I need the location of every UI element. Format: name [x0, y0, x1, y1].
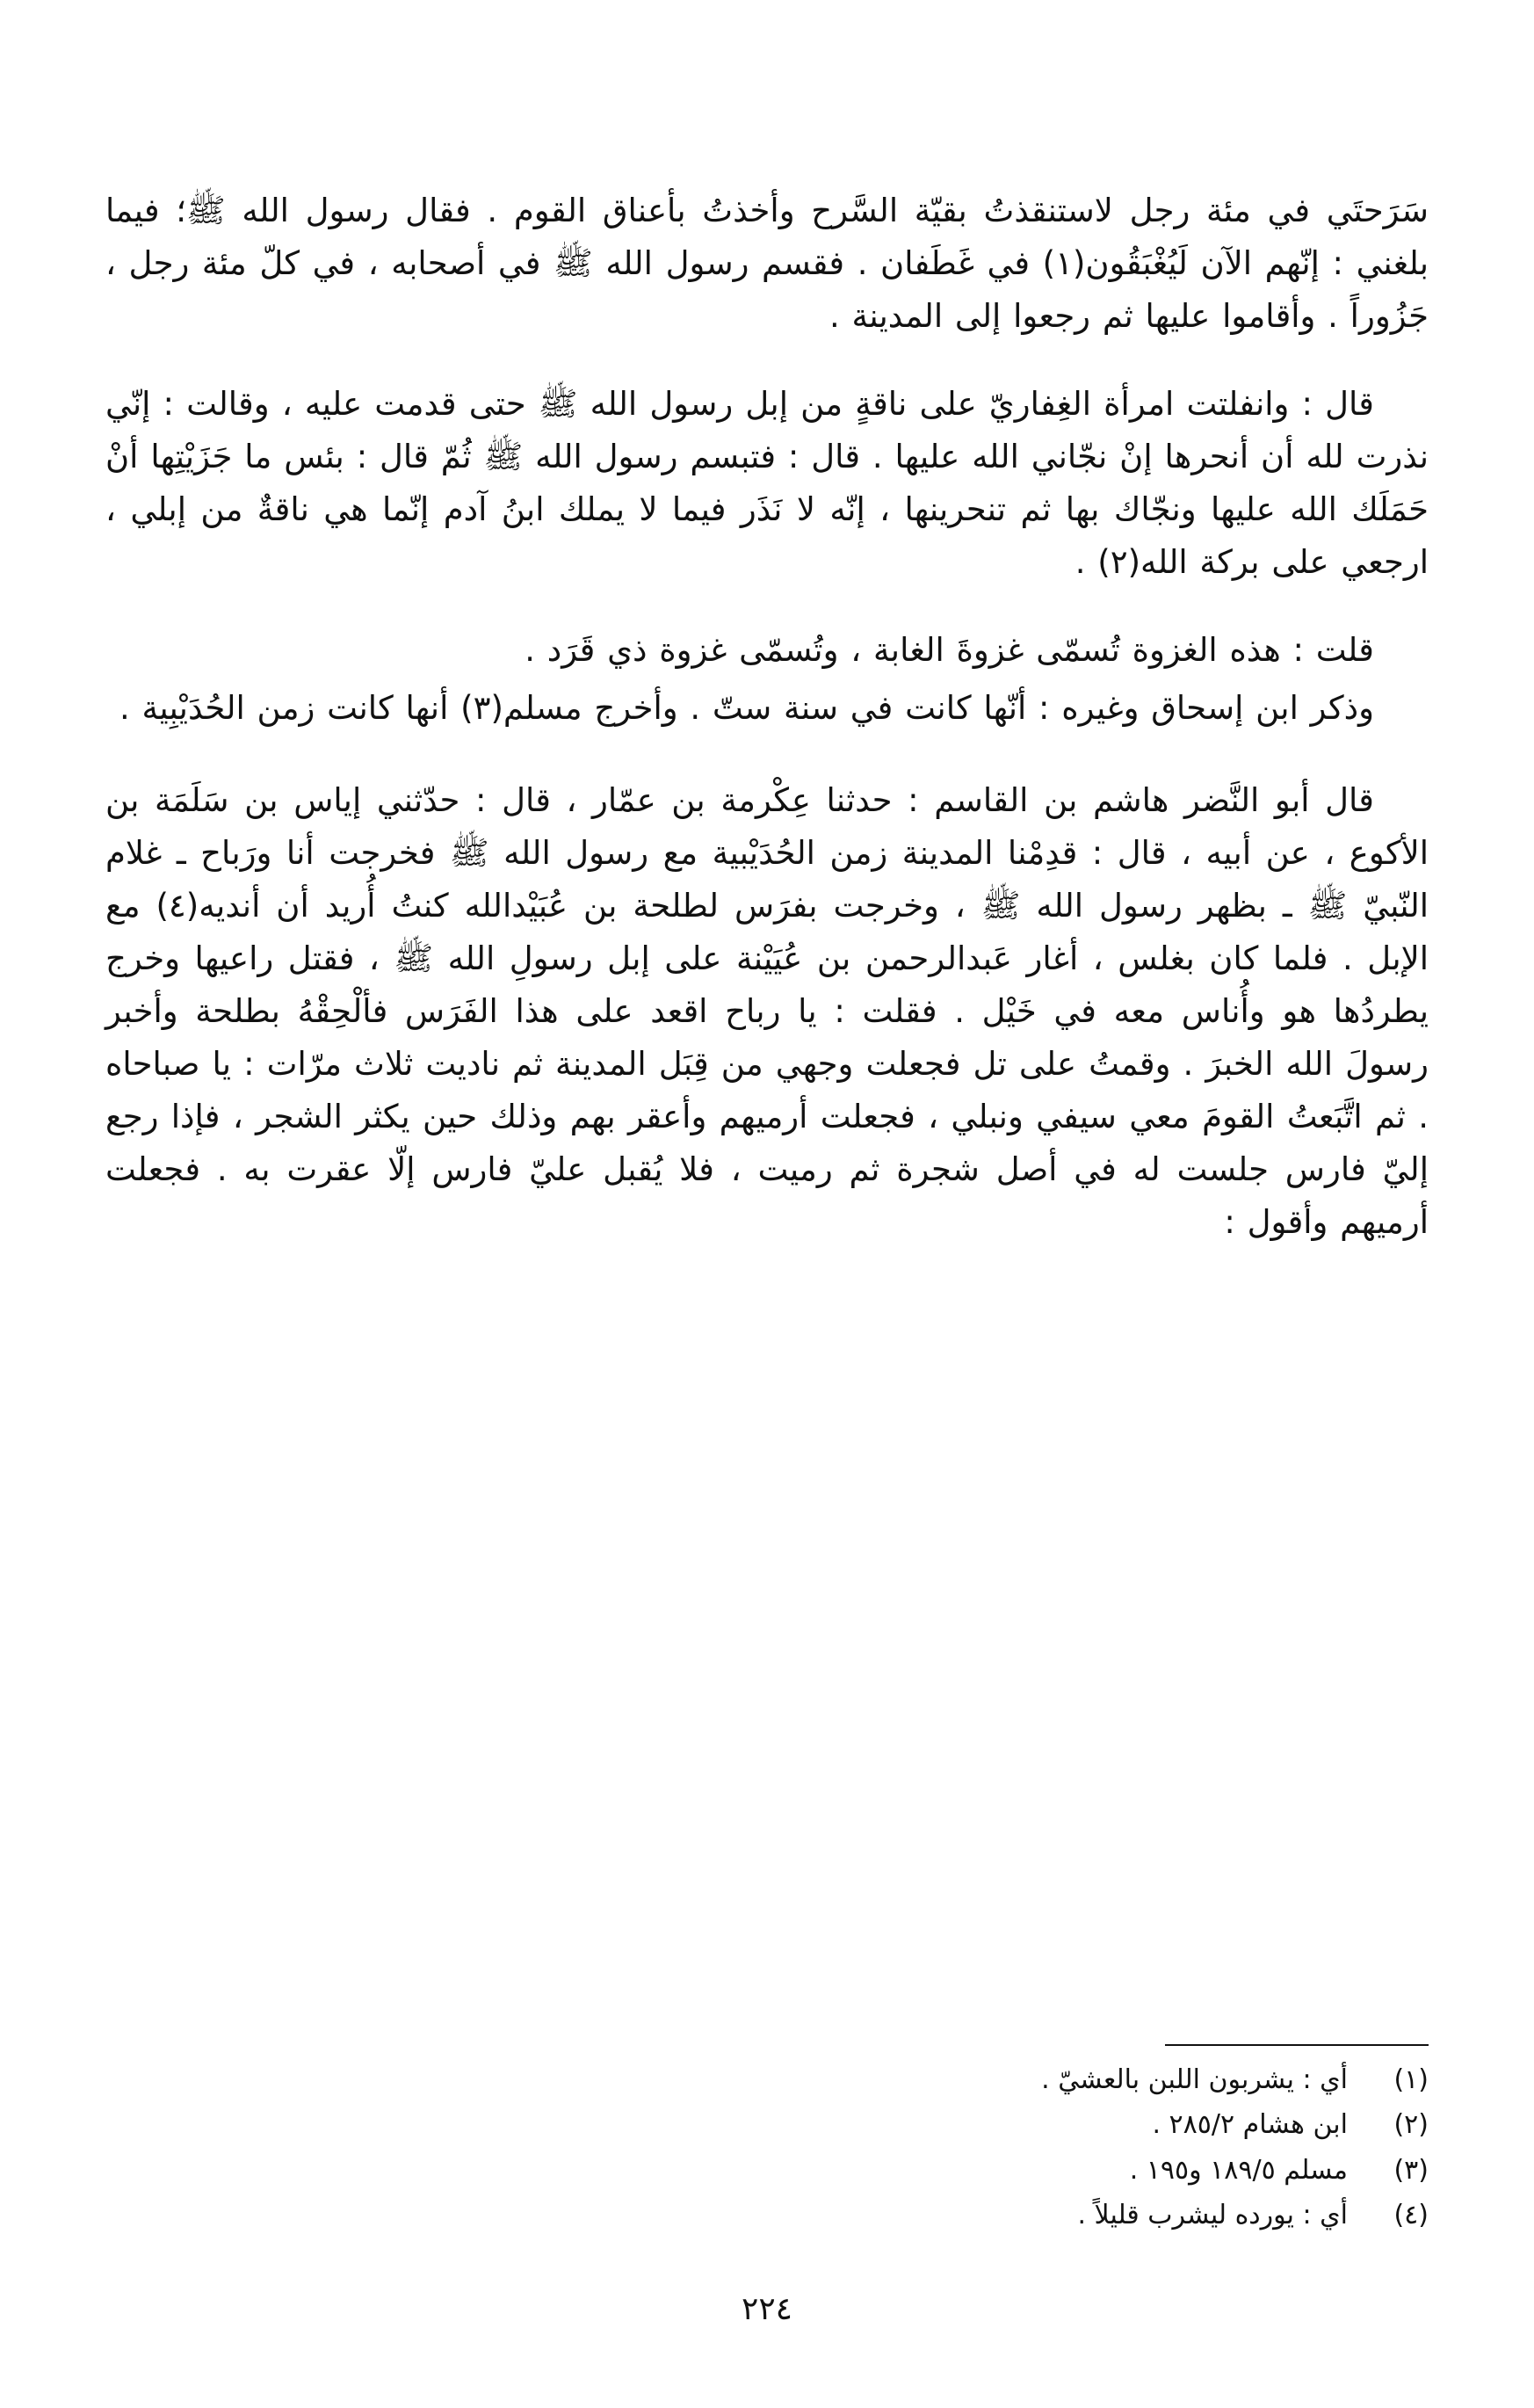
- footnote-item: [105, 2105, 1429, 2145]
- paragraph-5: قال أبو النَّضر هاشم بن القاسم : حدثنا عِكْرمة بن عمّار ، قال : حدّثني إياس بن سَلَمَة بن الأكوع ، عن أبيه ، قال : قدِمْنا المدينة زمن الحُدَيْبية مع رسول الله ﷺ فخرجت أنا ورَباح ـ غلام النّبيّ ﷺ ـ بظهر رسول الله ﷺ ، وخرجت بفرَس لطلحة بن عُبَيْدالله كنتُ أُريد أن أنديه(٤) مع الإبل . فلما كان بغلس ، أغار عَبدالرحمن بن عُيَيْنة على إبل رسولِ الله ﷺ ، فقتل راعيها وخرج يطردُها هو وأُناس معه في خَيْل . فقلت : يا رباح اقعد على هذا الفَرَس فألْحِقْهُ بطلحة وأخبر رسولَ الله الخبرَ . وقمتُ على تل فجعلت وجهي من قِبَل المدينة ثم ناديت ثلاث مرّات : يا صباحاه . ثم اتَّبَعتُ القومَ معي سيفي ونبلي ، فجعلت أرميهم وأعقر بهم وذلك حين يكثر الشجر ، فإذا رجع إليّ فارس جلست له في أصل شجرة ثم رميت ، فلا يُقبل عليّ فارس إلّا عقرت به . فجعلت أرميهم وأقول :: [105, 781, 1429, 1241]
- footnote-text: مسلم ١٨٩/٥ و١٩٥ .: [1129, 2154, 1348, 2186]
- footnote-marker: (٢): [1393, 2109, 1429, 2141]
- footnote-marker: (٣): [1393, 2154, 1429, 2186]
- paragraph-3: قلت : هذه الغزوة تُسمّى غزوةَ الغابة ، وتُسمّى غزوة ذي قَرَد .: [525, 630, 1374, 669]
- footnote-text: أي : يورده ليشرب قليلاً .: [1077, 2200, 1348, 2231]
- footnote-item: [105, 2195, 1429, 2236]
- paragraph-1: سَرَحتَي في مئة رجل لاستنقذتُ بقيّة السَّرح وأخذتُ بأعناق القوم . فقال رسول الله ﷺ؛ فيما بلغني : إنّهم الآن لَيُغْبَقُون(١) في غَطَفان . فقسم رسول الله ﷺ في أصحابه ، في كلّ مئة رجل ، جَزُوراً . وأقاموا عليها ثم رجعوا إلى المدينة .: [105, 192, 1429, 335]
- page-body: [105, 185, 1429, 1249]
- paragraph-4: وذكر ابن إسحاق وغيره : أنّها كانت في سنة ستّ . وأخرج مسلم(٣) أنها كانت زمن الحُدَيْبِية .: [119, 688, 1374, 727]
- page-number: ٢٢٤: [741, 2291, 792, 2327]
- footnote-separator: [1165, 2044, 1429, 2046]
- footnote-text: ابن هشام ٢٨٥/٢ .: [1152, 2109, 1348, 2141]
- footnotes-section: [105, 2044, 1429, 2241]
- footnote-marker: (١): [1393, 2063, 1429, 2095]
- footnote-text: أي : يشربون اللبن بالعشيّ .: [1041, 2063, 1348, 2095]
- paragraph-2: قال : وانفلتت امرأة الغِفاريّ على ناقةٍ من إبل رسول الله ﷺ حتى قدمت عليه ، وقالت : إنّي نذرت لله أن أنحرها إنْ نجّاني الله عليها . قال : فتبسم رسول الله ﷺ ثُمّ قال : بئس ما جَزَيْتِها أنْ حَمَلَك الله عليها ونجّاك بها ثم تنحرينها ، إنّه لا نَذَر فيما لا يملك ابنُ آدم إنّما هي ناقةٌ من إبلي ، ارجعي على بركة الله(٢) .: [105, 384, 1429, 581]
- footnote-marker: (٤): [1393, 2200, 1429, 2231]
- footnote-item: [105, 2151, 1429, 2191]
- footnote-item: [105, 2060, 1429, 2100]
